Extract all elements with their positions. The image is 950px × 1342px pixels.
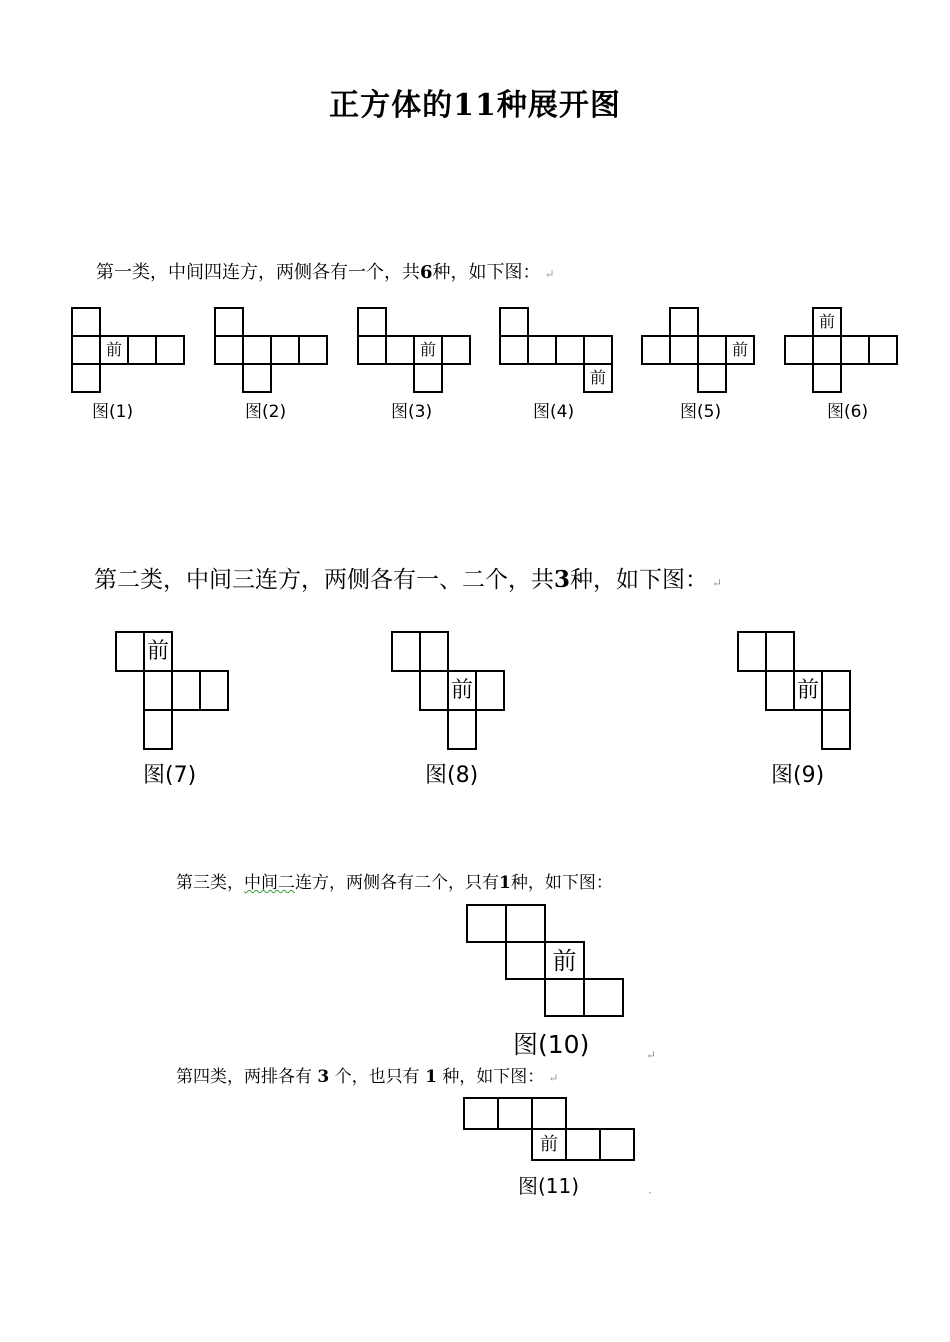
net-face xyxy=(357,307,387,337)
net-face xyxy=(499,335,529,365)
net-face xyxy=(413,363,443,393)
return-mark-icon: ↵ xyxy=(712,576,723,590)
net-face xyxy=(555,335,585,365)
section-2-tail: 种，如下图： xyxy=(570,567,709,593)
net-face xyxy=(463,1097,499,1130)
net-face xyxy=(812,363,842,393)
net-face xyxy=(171,670,201,711)
net-face xyxy=(71,307,101,337)
figure-caption: 图(8) xyxy=(425,763,479,788)
net-face xyxy=(419,631,449,672)
net-face xyxy=(199,670,229,711)
net-face xyxy=(505,941,546,980)
net-face xyxy=(298,335,328,365)
return-mark-icon: ↵ xyxy=(646,1048,657,1062)
section-4-lead: 第四类，两排各有 xyxy=(176,1067,312,1087)
net-face xyxy=(270,335,300,365)
net-face xyxy=(531,1097,567,1130)
net-face xyxy=(840,335,870,365)
net-face xyxy=(565,1128,601,1161)
net-face xyxy=(765,670,795,711)
figure-caption: 图(1) xyxy=(92,402,134,422)
net-face xyxy=(214,335,244,365)
net-face-front: 前 xyxy=(143,631,173,672)
net-face xyxy=(357,335,387,365)
figure-caption: 图(5) xyxy=(680,402,722,422)
figure-caption: 图(4) xyxy=(533,402,575,422)
net-face xyxy=(71,363,101,393)
net-face xyxy=(71,335,101,365)
section-2-text xyxy=(94,561,722,594)
net-face xyxy=(641,335,671,365)
net-face-front: 前 xyxy=(531,1128,567,1161)
net-face xyxy=(441,335,471,365)
section-4-text xyxy=(176,1062,558,1087)
section-1-count: 6 xyxy=(420,262,433,283)
section-2-count: 3 xyxy=(554,566,571,593)
net-face xyxy=(385,335,415,365)
section-1-lead: 第一类，中间四连方，两侧各有一个，共 xyxy=(96,262,420,283)
stray-dot: · xyxy=(648,1186,652,1200)
net-face xyxy=(527,335,557,365)
net-face-front: 前 xyxy=(447,670,477,711)
figure-caption: 图(7) xyxy=(143,763,197,788)
net-face xyxy=(127,335,157,365)
net-face xyxy=(115,631,145,672)
net-face xyxy=(599,1128,635,1161)
figure-caption: 图(10) xyxy=(513,1030,590,1059)
section-3-lead: 连方，两侧各有二个，只有 xyxy=(295,873,499,893)
section-4-mid: 个，也只有 xyxy=(334,1067,420,1087)
section-4-tail: 种，如下图： xyxy=(442,1067,545,1087)
net-face-front: 前 xyxy=(812,307,842,337)
net-face xyxy=(475,670,505,711)
net-face xyxy=(391,631,421,672)
net-face xyxy=(242,363,272,393)
section-1-tail: 种，如下图： xyxy=(432,262,541,283)
net-face xyxy=(868,335,898,365)
net-face-front: 前 xyxy=(99,335,129,365)
net-face xyxy=(466,904,507,943)
net-face xyxy=(737,631,767,672)
section-4-count-2: 1 xyxy=(425,1067,437,1087)
net-face xyxy=(821,709,851,750)
net-face xyxy=(583,335,613,365)
net-face xyxy=(765,631,795,672)
net-face-front: 前 xyxy=(793,670,823,711)
net-face xyxy=(697,363,727,393)
section-3-count: 1 xyxy=(499,873,511,893)
page-title: 正方体的11种展开图 xyxy=(329,88,621,123)
net-face xyxy=(497,1097,533,1130)
net-face xyxy=(419,670,449,711)
return-mark-icon: ↵ xyxy=(548,1071,559,1085)
net-face xyxy=(447,709,477,750)
figure-caption: 图(9) xyxy=(771,763,825,788)
net-face xyxy=(499,307,529,337)
figure-caption: 图(6) xyxy=(827,402,869,422)
section-3-text xyxy=(176,868,613,893)
section-4-count: 3 xyxy=(317,1067,330,1087)
net-face xyxy=(669,335,699,365)
net-face xyxy=(669,307,699,337)
figure-caption: 图(3) xyxy=(391,402,433,422)
figure-caption: 图(11) xyxy=(518,1174,580,1198)
section-2-lead: 第二类，中间三连方，两侧各有一、二个，共 xyxy=(94,567,554,593)
section-1-text xyxy=(96,258,555,284)
net-face-front: 前 xyxy=(583,363,613,393)
net-face xyxy=(697,335,727,365)
net-face xyxy=(242,335,272,365)
net-face-front: 前 xyxy=(413,335,443,365)
net-face xyxy=(544,978,585,1017)
net-face-front: 前 xyxy=(544,941,585,980)
section-3-tail: 种，如下图： xyxy=(510,873,613,893)
net-face xyxy=(812,335,842,365)
net-face xyxy=(583,978,624,1017)
net-face xyxy=(214,307,244,337)
net-face-front: 前 xyxy=(725,335,755,365)
net-face xyxy=(505,904,546,943)
section-3-pre: 第三类， xyxy=(176,873,244,893)
net-face xyxy=(821,670,851,711)
net-face xyxy=(784,335,814,365)
net-face xyxy=(143,670,173,711)
figure-caption: 图(2) xyxy=(245,402,287,422)
net-face xyxy=(143,709,173,750)
section-3-spellcheck-underline: 中间二 xyxy=(244,873,295,893)
net-face xyxy=(155,335,185,365)
return-mark-icon: ↵ xyxy=(544,267,555,281)
